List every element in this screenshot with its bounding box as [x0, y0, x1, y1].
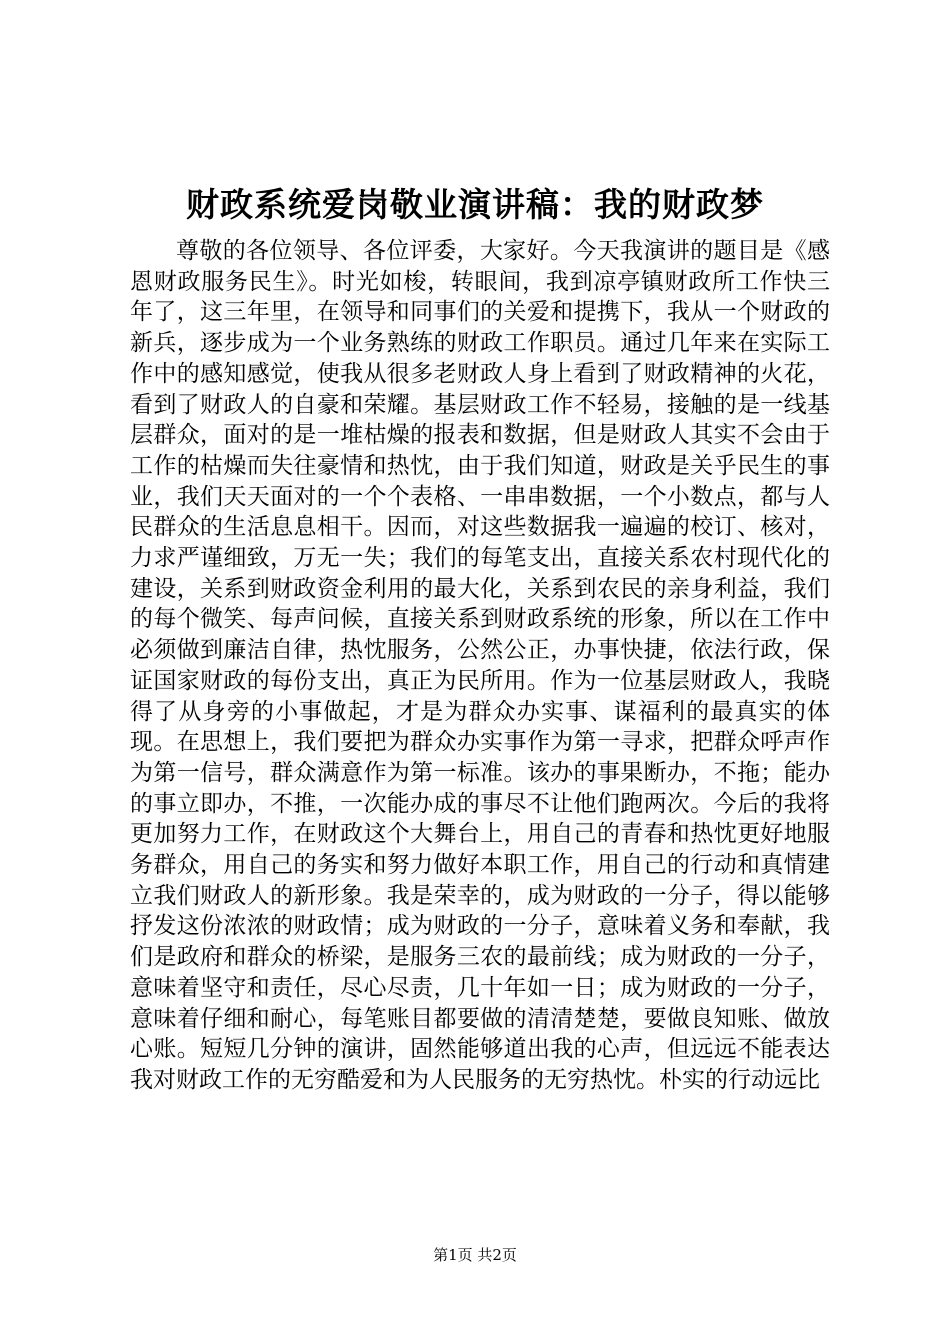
page-title: 财政系统爱岗敬业演讲稿：我的财政梦: [186, 185, 764, 224]
page-number: 第1页 共2页: [433, 1246, 517, 1264]
body-paragraph: 尊敬的各位领导、各位评委，大家好。今天我演讲的题目是《感恩财政服务民生》。时光如梭，转眼间，我到凉亭镇财政所工作快三年了，这三年里，在领导和同事们的关爱和提携下，我从一个财政的新兵，逐步成为一个业务熟练的财政工作职员。通过几年来在实际工作中的感知感觉，使我从很多老财政人身上看到了财政精神的火花，看到了财政人的自豪和荣耀。基层财政工作不轻易，接触的是一线基层群众，面对的是一堆枯燥的报表和数据，但是财政人其实不会由于工作的枯燥而失往豪情和热忱，由于我们知道，财政是关乎民生的事业，我们天天面对的一个个表格、一串串数据，一个小数点，都与人民群众的生活息息相干。因而，对这些数据我一遍遍的校订、核对，力求严谨细致，万无一失；我们的每笔支出，直接关系农村现代化的建设，关系到财政资金利用的最大化，关系到农民的亲身利益，我们的每个微笑、每声问候，直接关系到财政系统的形象，所以在工作中必须做到廉洁自律，热忱服务，公然公正，办事快捷，依法行政，保证国家财政的每份支出，真正为民所用。作为一位基层财政人，我晓得了从身旁的小事做起，才是为群众办实事、谋福利的最真实的体现。在思想上，我们要把为群众办实事作为第一寻求，把群众呼声作为第一信号，群众满意作为第一标准。该办的事果断办，不拖；能办的事立即办，不推，一次能办成的事尽不让他们跑两次。今后的我将更加努力工作，在财政这个大舞台上，用自己的青春和热忱更好地服务群众，用自己的务实和努力做好本职工作，用自己的行动和真情建立我们财政人的新形象。我是荣幸的，成为财政的一分子，得以能够抒发这份浓浓的财政情；成为财政的一分子，意味着义务和奉献，我们是政府和群众的桥梁，是服务三农的最前线；成为财政的一分子，意味着坚守和责任，尽心尽责，几十年如一日；成为财政的一分子，意味着仔细和耐心，每笔账目都要做的清清楚楚，要做良知账、做放心账。短短几分钟的演讲，固然能够道出我的心声，但远远不能表达我对财政工作的无穷酷爱和为人民服务的无穷热忱。朴实的行动远比: [130, 238, 830, 1093]
